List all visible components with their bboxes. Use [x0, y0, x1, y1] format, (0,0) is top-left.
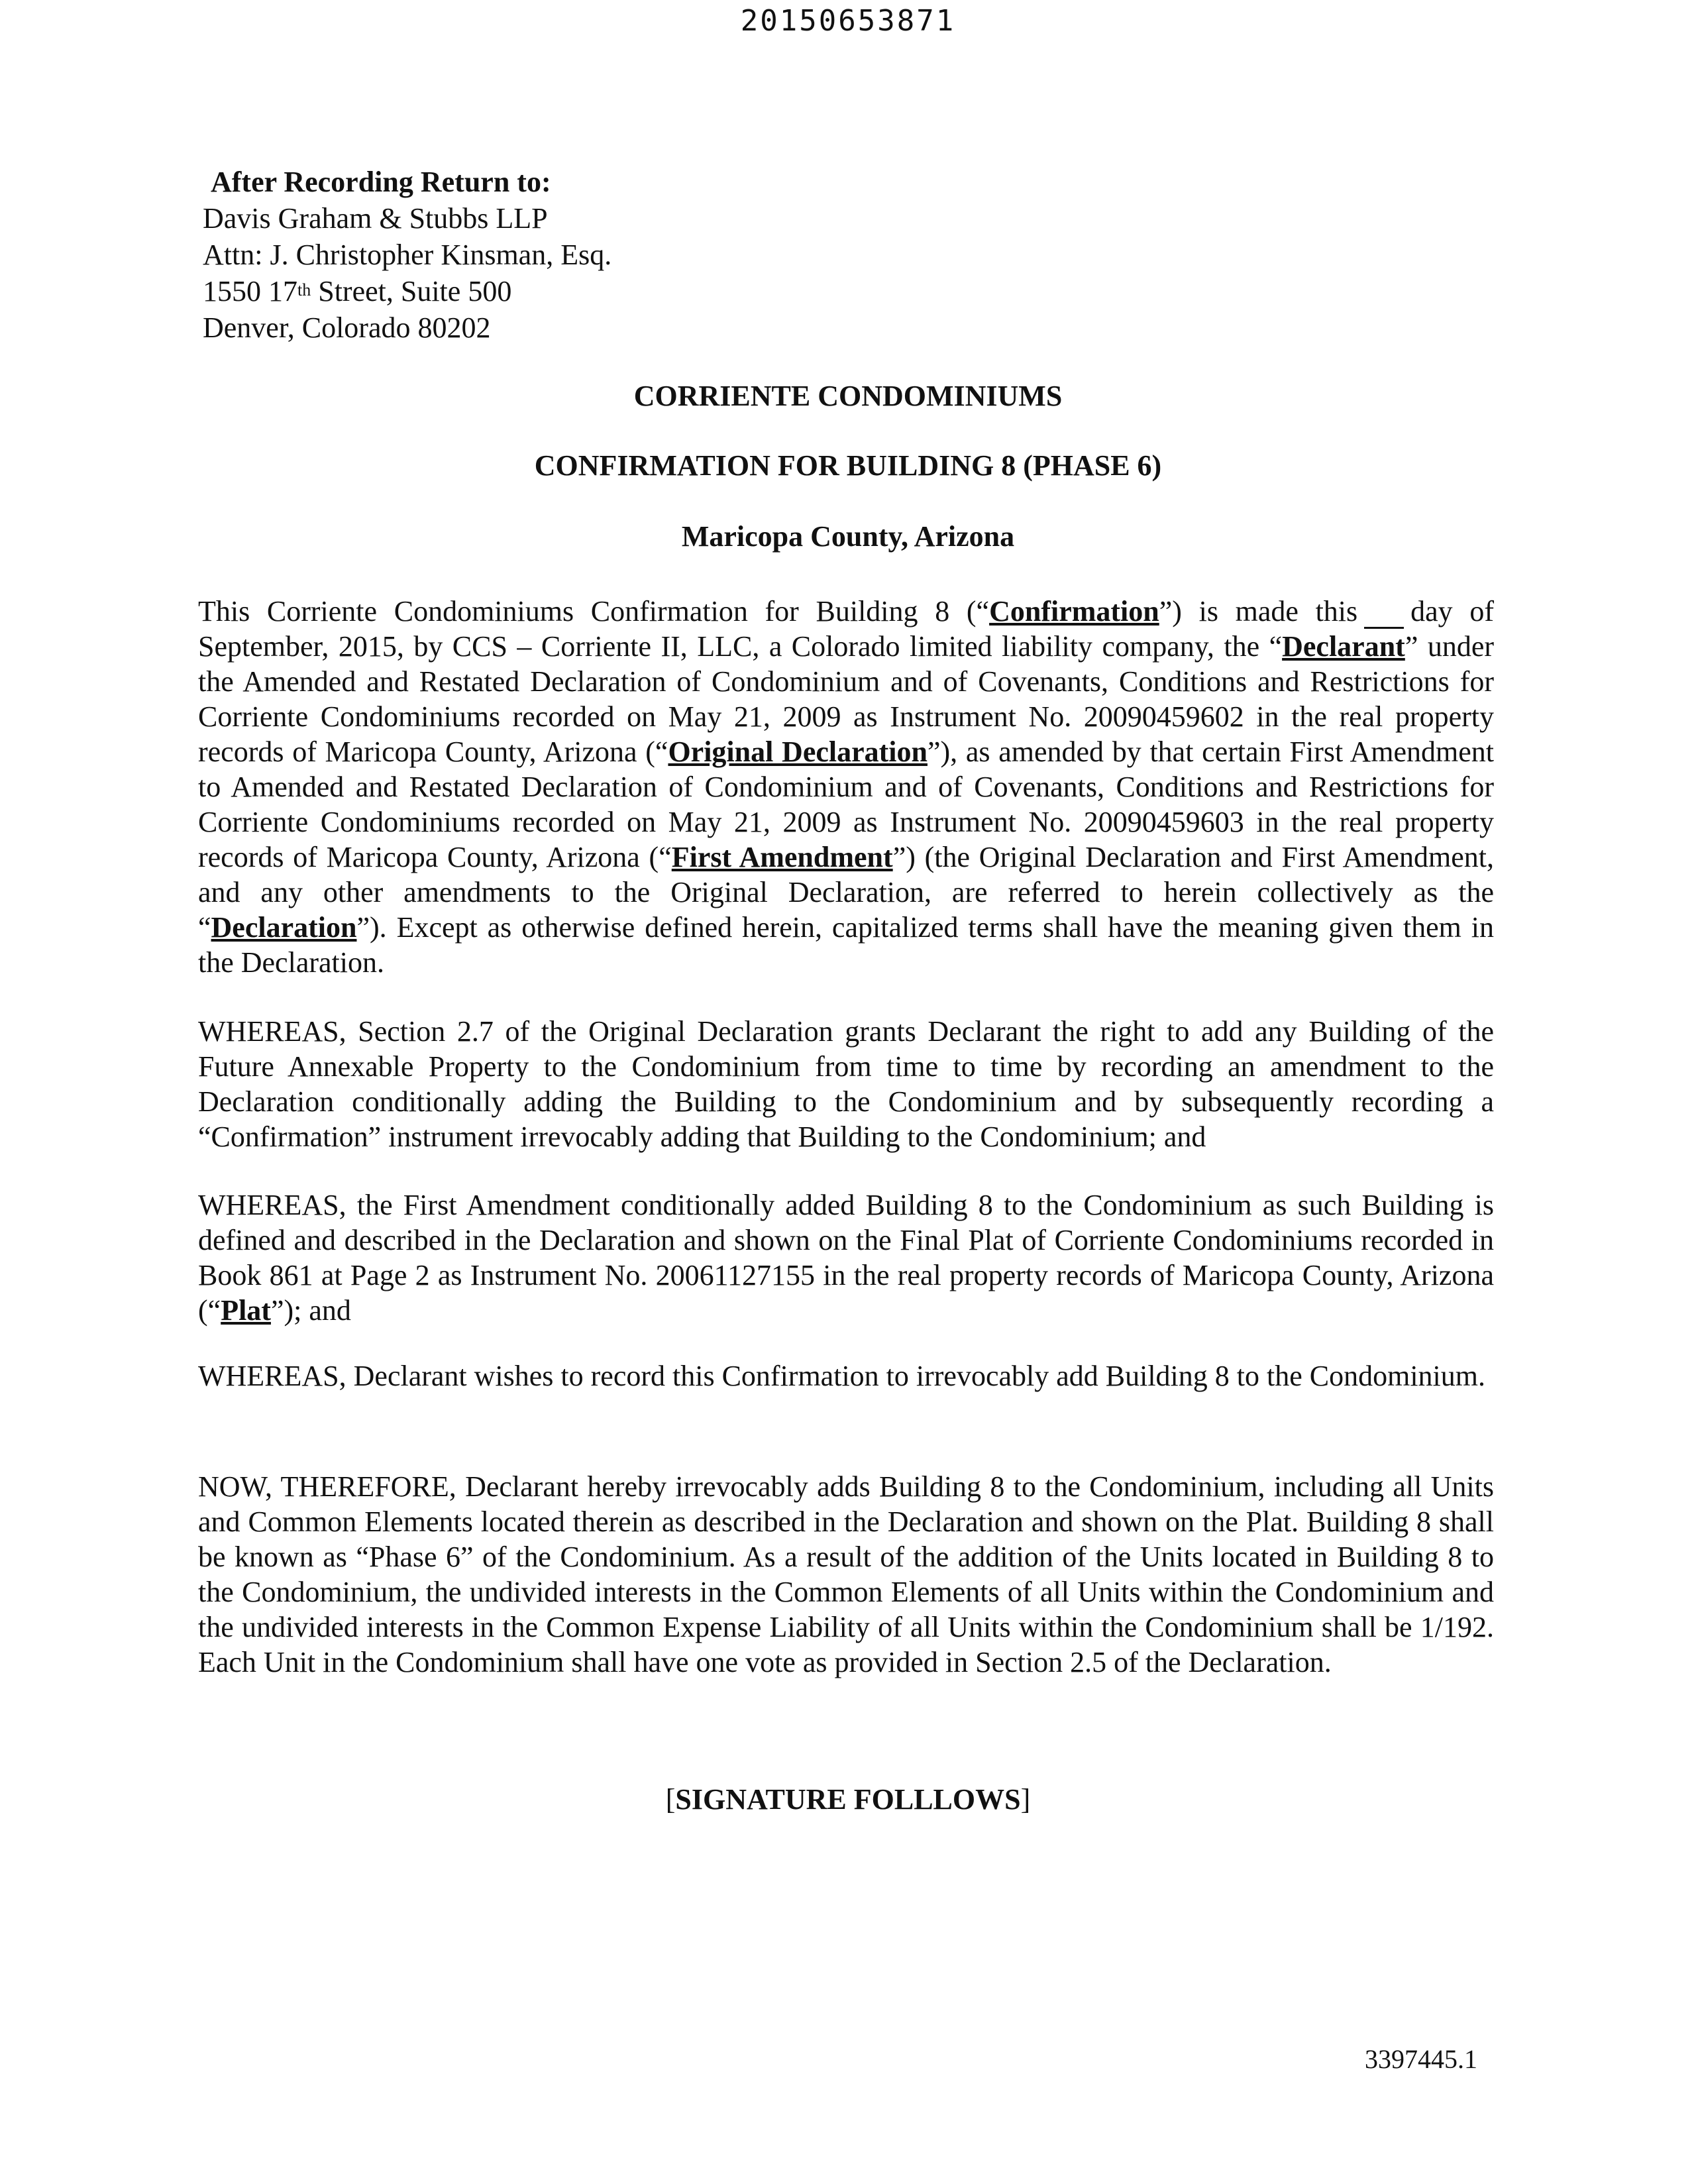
return-heading: After Recording Return to: [211, 166, 551, 198]
street-number: 1550 17 [203, 275, 297, 307]
return-attn: Attn: J. Christopher Kinsman, Esq. [203, 239, 612, 271]
whereas-paragraph-3: WHEREAS, Declarant wishes to record this Confirmation to irrevocably add Building 8 to the Condominium. [198, 1360, 1486, 1392]
now-therefore-paragraph: NOW, THEREFORE, Declarant hereby irrevocably adds Building 8 to the Condominium, including all Units and Common Elements located therein as described in the Declaration and shown on the Plat. Building 8 shall be known as “Phase 6” of the Condominium. As a result of the addition of the Units located in Building 8 to the Condominium, the undivided interests in the Common Elements of all Units within the Condominium and the undivided interests in the Common Expense Liability of all Units within the Condominium shall be 1/192. Each Unit in the Condominium shall have one vote as provided in Section 2.5 of the Declaration. [198, 1470, 1494, 1678]
defined-term-declarant: Declarant [1282, 630, 1405, 663]
street-suffix: th [297, 280, 311, 300]
return-street [203, 273, 611, 309]
defined-term-first-amendment: First Amendment [671, 841, 893, 873]
defined-term-original-declaration: Original Declaration [668, 736, 928, 768]
whereas-paragraph-2: WHEREAS, the First Amendment conditionally added Building 8 to the Condominium as such Building is defined and described in the Declaration and shown on the Final Plat of Corriente Condominiums recorded in Book 861 at Page 2 as Instrument No. 20061127155 in the real property records of Maricopa County, Arizona (“Plat”); and [198, 1189, 1494, 1327]
signature-follows: [SIGNATURE FOLLLOWS] [665, 1783, 1031, 1816]
document-title-project: CORRIENTE CONDOMINIUMS [633, 380, 1063, 412]
defined-term-confirmation: Confirmation [989, 595, 1159, 628]
return-address-block [203, 164, 611, 346]
defined-term-plat: Plat [221, 1294, 271, 1327]
document-title-confirmation: CONFIRMATION FOR BUILDING 8 (PHASE 6) [534, 449, 1162, 482]
street-rest: Street, Suite 500 [311, 275, 512, 307]
date-blank [1364, 600, 1404, 629]
whereas-paragraph-1: WHEREAS, Section 2.7 of the Original Declaration grants Declarant the right to add any Building of the Future Annexable Property to the Condominium from time to time by recording an amendment to the Declaration conditionally adding the Building to the Condominium and by subsequently recording a “Confirmation” instrument irrevocably adding that Building to the Condominium; and [198, 1015, 1494, 1153]
recording-number: 20150653871 [740, 4, 956, 38]
return-city: Denver, Colorado 80202 [203, 311, 491, 344]
document-title-county: Maricopa County, Arizona [681, 520, 1015, 553]
defined-term-declaration: Declaration [211, 911, 357, 944]
intro-paragraph: This Corriente Condominiums Confirmation for Building 8 (“Confirmation”) is made this day of September, 2015, by CCS – Corriente II, LLC, a Colorado limited liability company, the “Declarant” under the Amended and Restated Declaration of Condominium and of Covenants, Conditions and Restrictions for Corriente Condominiums recorded on May 21, 2009 as Instrument No. 20090459602 in the real property records of Maricopa County, Arizona (“Original Declaration”), as amended by that certain First Amendment to Amended and Restated Declaration of Condominium and of Covenants, Conditions and Restrictions for Corriente Condominiums recorded on May 21, 2009 as Instrument No. 20090459603 in the real property records of Maricopa County, Arizona (“First Amendment”) (the Original Declaration and First Amendment, and any other amendments to the Original Declaration, are referred to herein collectively as the “Declaration”). Except as otherwise defined herein, capitalized terms shall have the meaning given them in the Declaration. [198, 595, 1495, 979]
document-number: 3397445.1 [1365, 2044, 1477, 2074]
return-firm: Davis Graham & Stubbs LLP [203, 202, 548, 235]
